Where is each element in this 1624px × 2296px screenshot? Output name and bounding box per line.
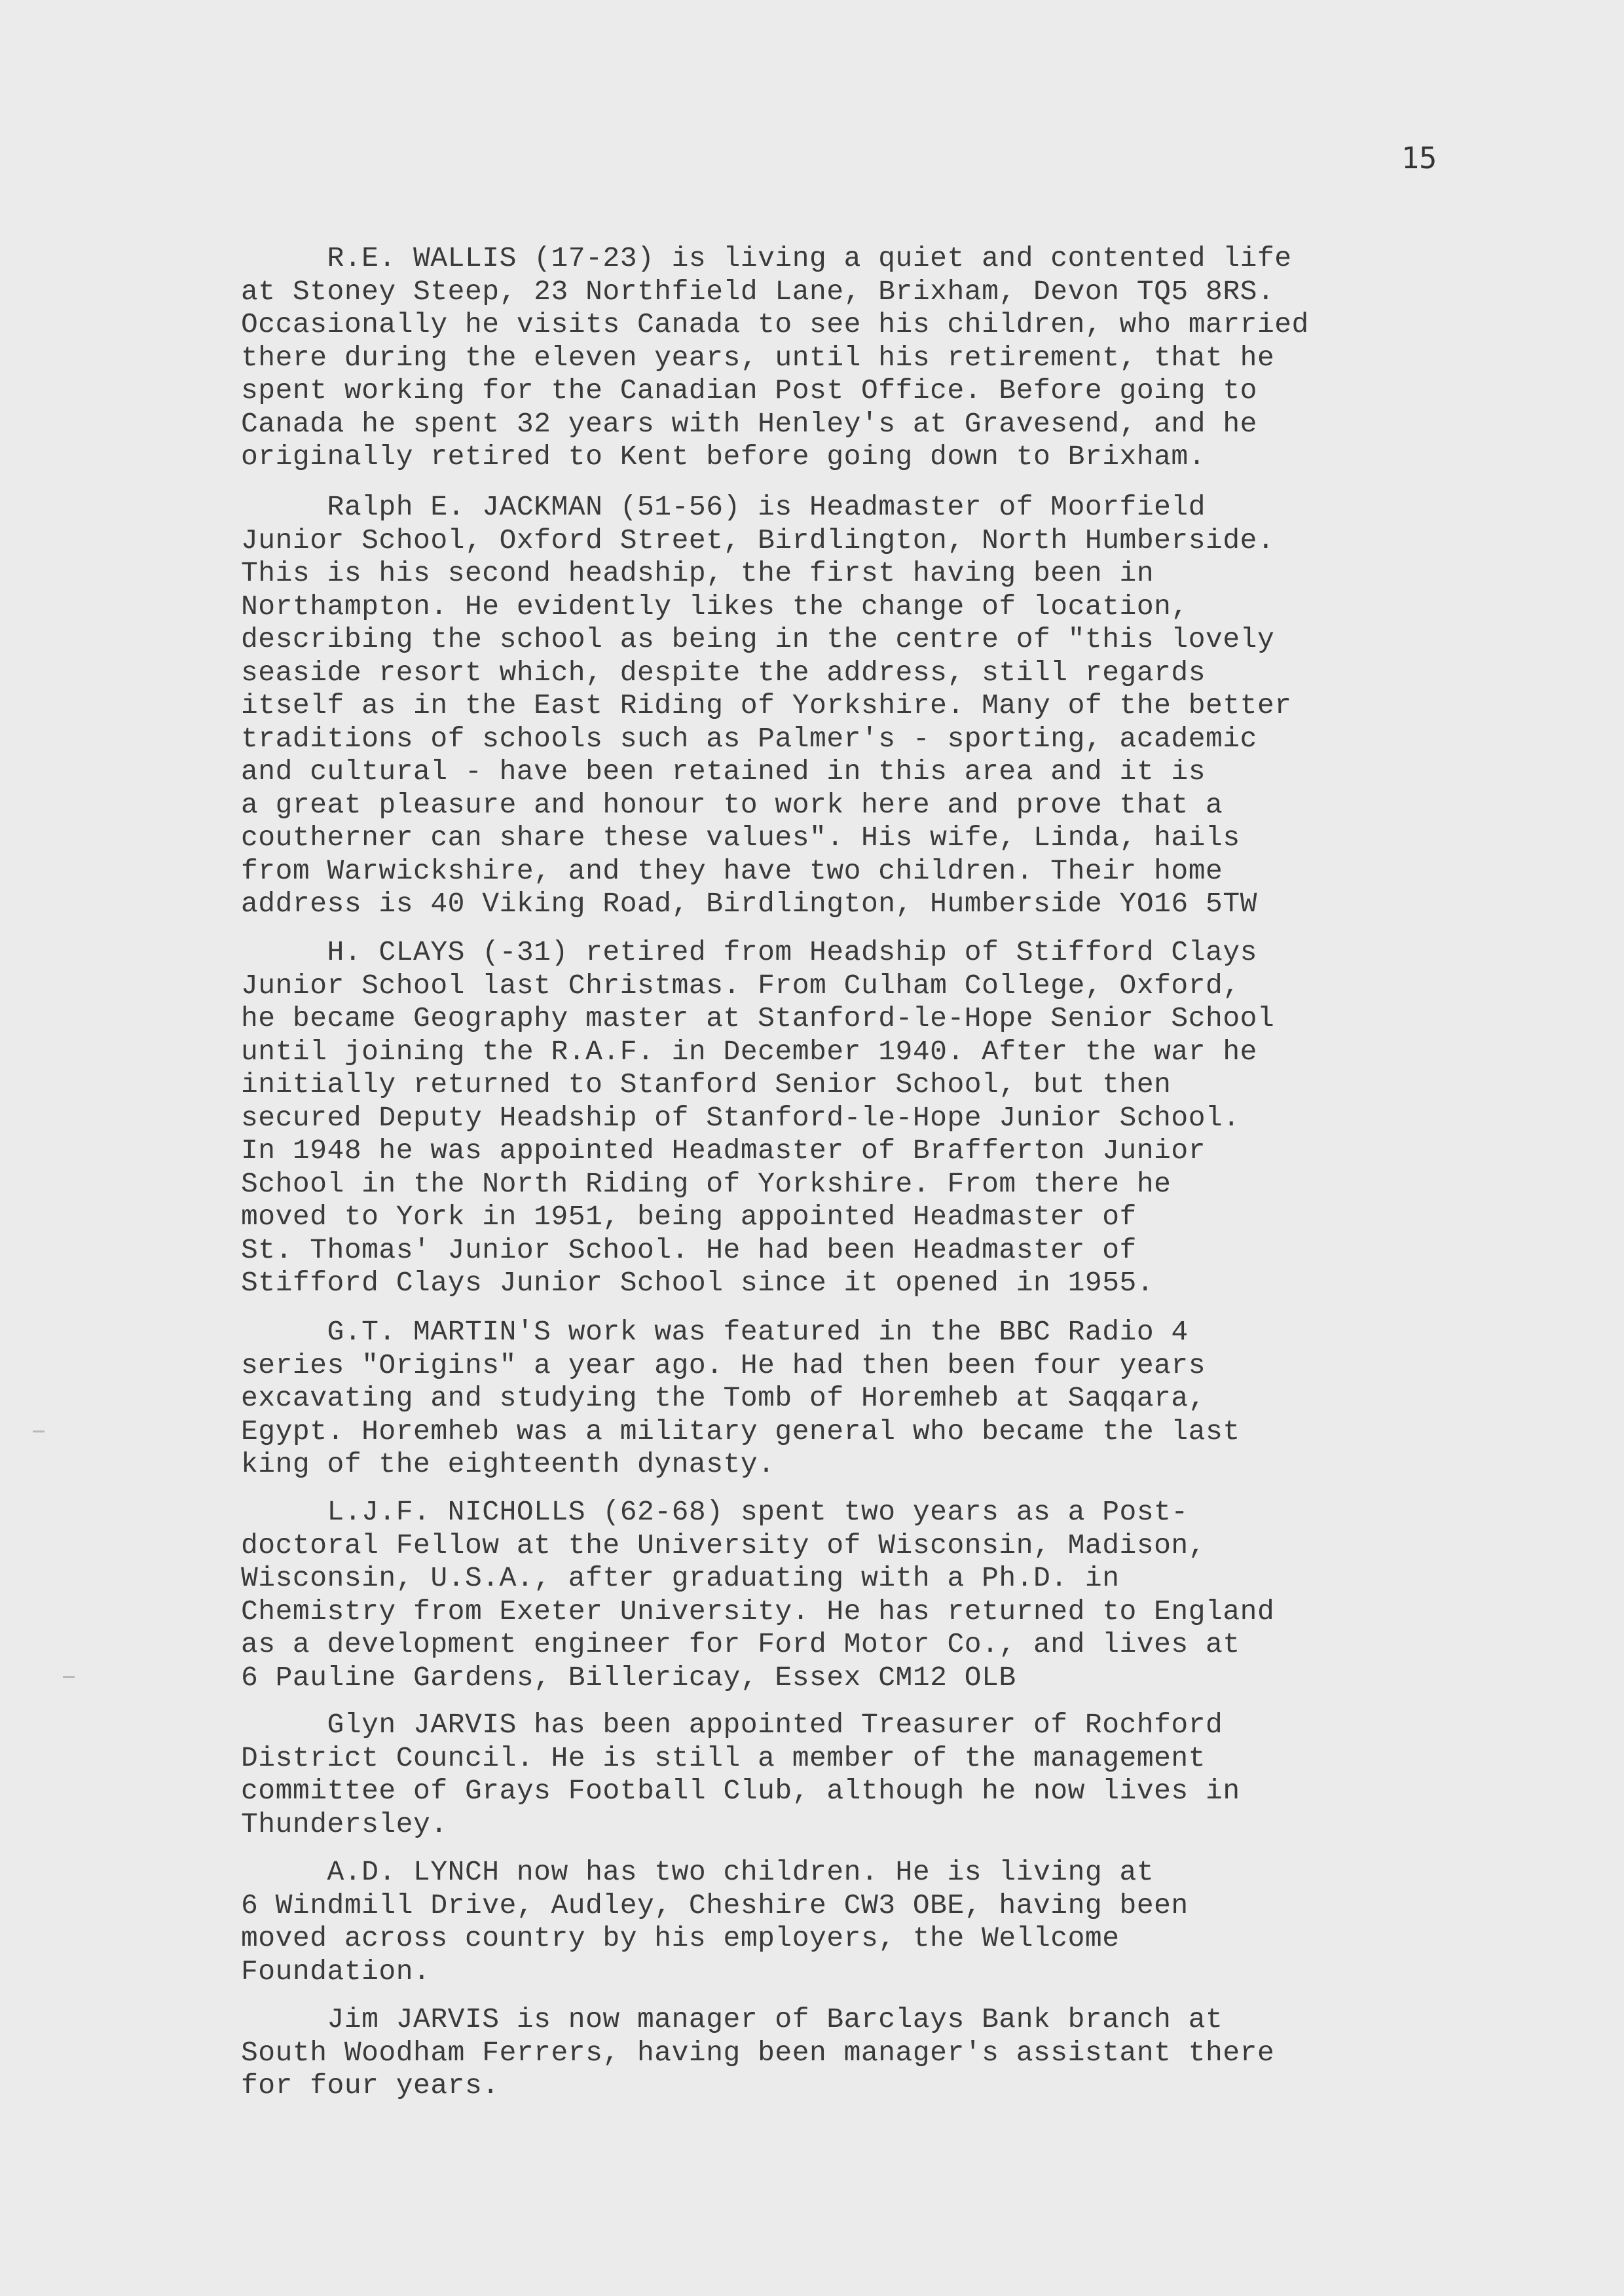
text-line: Wisconsin, U.S.A., after graduating with a Ph.D. in: [241, 1562, 1120, 1594]
text-line: excavating and studying the Tomb of Horemheb at Saqqara,: [241, 1382, 1206, 1414]
paragraph-glyn-jarvis: [241, 1709, 1240, 1841]
text-line: from Warwickshire, and they have two children. Their home: [241, 854, 1223, 887]
text-line: Occasionally he visits Canada to see his children, who married: [241, 308, 1309, 340]
text-line: series "Origins" a year ago. He had then been four years: [241, 1349, 1206, 1381]
text-line: until joining the R.A.F. in December 1940. After the war he: [241, 1035, 1257, 1068]
text-line: originally retired to Kent before going down to Brixham.: [241, 441, 1206, 473]
scan-mark: [63, 1676, 75, 1678]
text-line: Egypt. Horemheb was a military general who became the last: [241, 1415, 1240, 1448]
text-line: This is his second headship, the first having been in: [241, 557, 1154, 589]
text-line: District Council. He is still a member of the management: [241, 1741, 1206, 1774]
text-line: describing the school as being in the centre of "this lovely: [241, 623, 1275, 655]
text-line: St. Thomas' Junior School. He had been Headmaster of: [241, 1233, 1137, 1266]
text-line: for four years.: [241, 2069, 500, 2102]
text-line: 6 Windmill Drive, Audley, Cheshire CW3 OBE, having been: [241, 1889, 1189, 1922]
text-line: seaside resort which, despite the address, still regards: [241, 656, 1206, 689]
text-line: moved across country by his employers, the Wellcome: [241, 1922, 1120, 1954]
paragraph-jackman: [241, 491, 1292, 921]
text-line: there during the eleven years, until his retirement, that he: [241, 341, 1275, 374]
text-line: secured Deputy Headship of Stanford-le-Hope Junior School.: [241, 1101, 1240, 1134]
text-line: Glyn JARVIS has been appointed Treasurer of Rochford: [241, 1709, 1223, 1741]
text-line: initially returned to Stanford Senior School, but then: [241, 1068, 1172, 1101]
text-line: Jim JARVIS is now manager of Barclays Bank branch at: [241, 2003, 1223, 2035]
scan-mark: [33, 1430, 45, 1432]
text-line: Stifford Clays Junior School since it opened in 1955.: [241, 1267, 1154, 1299]
text-line: king of the eighteenth dynasty.: [241, 1448, 775, 1480]
text-line: Northampton. He evidently likes the change of location,: [241, 590, 1189, 623]
text-line: at Stoney Steep, 23 Northfield Lane, Brixham, Devon TQ5 8RS.: [241, 275, 1275, 308]
page-number: 15: [1401, 141, 1437, 175]
text-line: Foundation.: [241, 1955, 431, 1988]
text-line: as a development engineer for Ford Motor Co., and lives at: [241, 1628, 1240, 1660]
text-line: Junior School last Christmas. From Culham College, Oxford,: [241, 969, 1240, 1002]
text-line: H. CLAYS (-31) retired from Headship of Stifford Clays: [241, 936, 1257, 968]
text-line: L.J.F. NICHOLLS (62-68) spent two years as a Post-: [241, 1496, 1189, 1528]
text-line: R.E. WALLIS (17-23) is living a quiet and contented life: [241, 242, 1292, 274]
text-line: School in the North Riding of Yorkshire. From there he: [241, 1167, 1172, 1200]
text-line: coutherner can share these values". His wife, Linda, hails: [241, 822, 1240, 854]
paragraph-clays: [241, 936, 1274, 1300]
text-line: Ralph E. JACKMAN (51-56) is Headmaster of Moorfield: [241, 491, 1206, 523]
text-line: Thundersley.: [241, 1808, 448, 1840]
text-line: Canada he spent 32 years with Henley's at Gravesend, and he: [241, 407, 1257, 440]
text-line: In 1948 he was appointed Headmaster of Brafferton Junior: [241, 1135, 1206, 1167]
text-line: South Woodham Ferrers, having been manager's assistant there: [241, 2036, 1275, 2069]
text-line: G.T. MARTIN'S work was featured in the BBC Radio 4: [241, 1316, 1189, 1348]
text-line: Junior School, Oxford Street, Birdlington, North Humberside.: [241, 524, 1275, 556]
paragraph-wallis: [241, 242, 1309, 474]
text-line: and cultural - have been retained in this area and it is: [241, 756, 1206, 788]
text-line: doctoral Fellow at the University of Wisconsin, Madison,: [241, 1529, 1206, 1561]
text-line: a great pleasure and honour to work here and prove that a: [241, 788, 1223, 821]
text-line: itself as in the East Riding of Yorkshire. Many of the better: [241, 689, 1292, 721]
text-line: address is 40 Viking Road, Birdlington, Humberside YO16 5TW: [241, 888, 1257, 920]
text-line: Chemistry from Exeter University. He has returned to England: [241, 1595, 1275, 1628]
text-line: committee of Grays Football Club, although he now lives in: [241, 1775, 1240, 1807]
text-line: 6 Pauline Gardens, Billericay, Essex CM12 OLB: [241, 1661, 1016, 1694]
text-line: A.D. LYNCH now has two children. He is living at: [241, 1856, 1154, 1888]
text-line: he became Geography master at Stanford-le-Hope Senior School: [241, 1002, 1275, 1034]
text-line: moved to York in 1951, being appointed Headmaster of: [241, 1201, 1137, 1233]
text-line: spent working for the Canadian Post Office. Before going to: [241, 374, 1257, 407]
paragraph-lynch: [241, 1856, 1189, 1988]
paragraph-martin: [241, 1316, 1240, 1482]
paragraph-jim-jarvis: [241, 2003, 1274, 2103]
paragraph-nicholls: [241, 1496, 1274, 1694]
text-line: traditions of schools such as Palmer's - sporting, academic: [241, 722, 1257, 755]
